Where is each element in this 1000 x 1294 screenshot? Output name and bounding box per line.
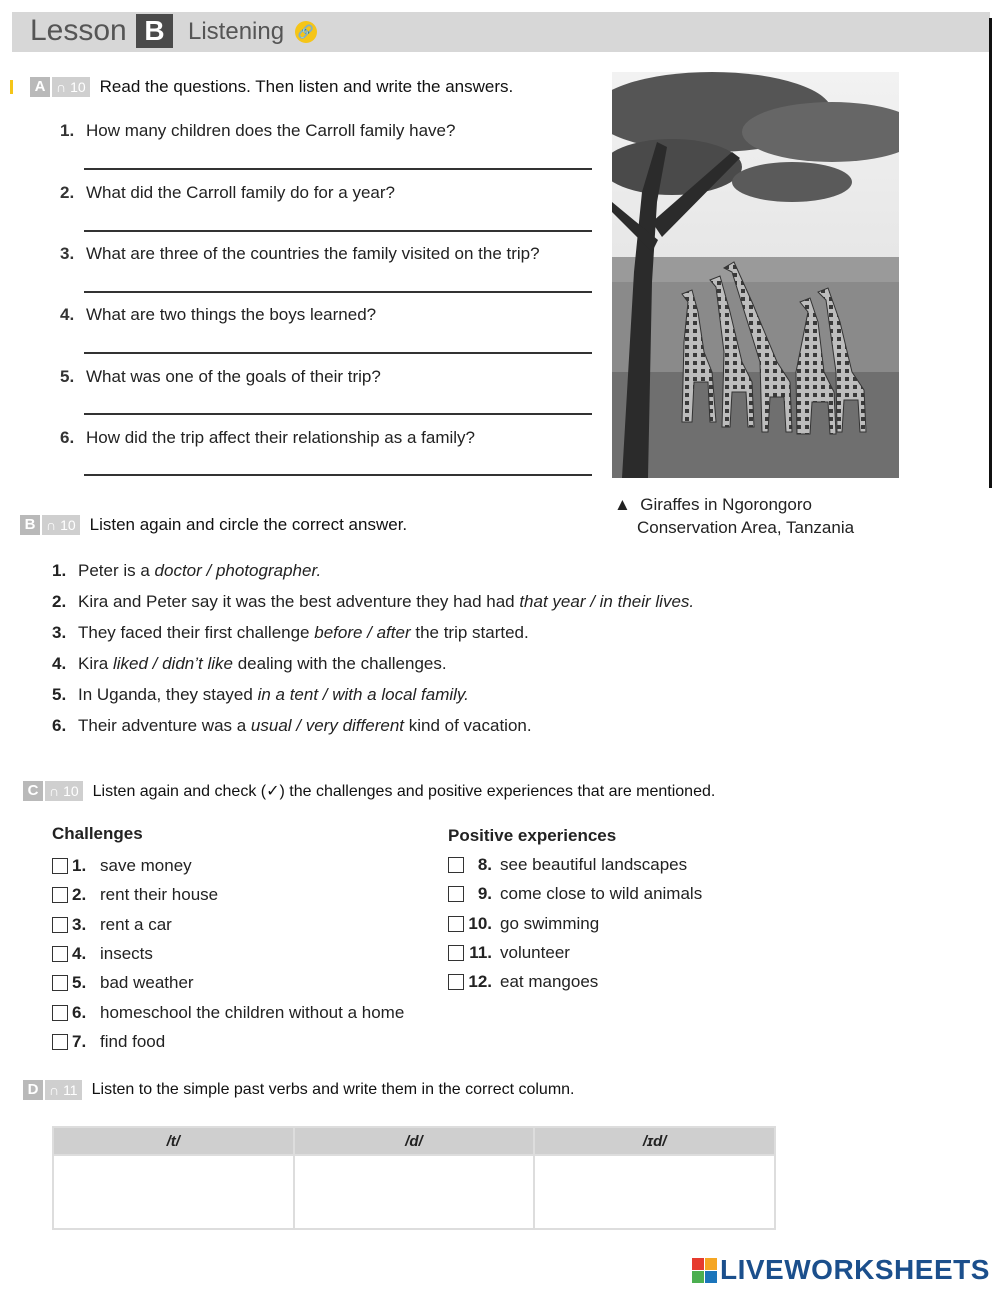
liveworksheets-logo bbox=[692, 1254, 990, 1286]
section-c-instruction: Listen again and check (✓) the challenges and positive experiences that are mentioned. bbox=[92, 783, 716, 800]
positive-item[interactable] bbox=[448, 943, 570, 963]
answer-options[interactable]: doctor / photographer. bbox=[154, 561, 322, 580]
item-number: 2. bbox=[52, 592, 67, 611]
answer-cell-d[interactable] bbox=[294, 1155, 535, 1229]
positive-heading: Positive experiences bbox=[448, 826, 617, 845]
section-d-heading bbox=[23, 1080, 575, 1100]
item-text: They faced their first challenge bbox=[78, 623, 315, 642]
caption-line-1: Giraffes in Ngorongoro bbox=[640, 495, 812, 514]
checkbox[interactable] bbox=[448, 974, 464, 990]
logo-icon bbox=[692, 1258, 717, 1283]
link-icon[interactable]: 🔗 bbox=[295, 21, 317, 43]
answer-options[interactable]: in a tent / with a local family. bbox=[257, 685, 469, 704]
challenge-item[interactable] bbox=[52, 944, 153, 964]
checkbox[interactable] bbox=[52, 1005, 68, 1021]
question-6 bbox=[60, 428, 475, 448]
challenges-heading: Challenges bbox=[52, 824, 143, 843]
item-text: volunteer bbox=[500, 943, 570, 962]
item-text: find food bbox=[100, 1032, 166, 1051]
item-number: 5. bbox=[52, 685, 67, 704]
item-text: Kira and Peter say it was the best adventure they had had bbox=[78, 592, 520, 611]
item-number: 7. bbox=[72, 1032, 87, 1051]
headphones-icon: ∩ bbox=[46, 517, 57, 533]
item-text: In Uganda, they stayed bbox=[78, 685, 258, 704]
b-item-6 bbox=[52, 716, 532, 736]
checkbox[interactable] bbox=[52, 946, 68, 962]
item-number: 6. bbox=[72, 1003, 87, 1022]
section-b-instruction: Listen again and circle the correct answer. bbox=[89, 515, 408, 534]
page-edge-bar bbox=[989, 18, 992, 488]
item-text: Their adventure was a bbox=[78, 716, 251, 735]
item-number: 3. bbox=[72, 915, 87, 934]
answer-cell-t[interactable] bbox=[53, 1155, 294, 1229]
section-d-instruction: Listen to the simple past verbs and write them in the correct column. bbox=[91, 1081, 575, 1098]
logo-square bbox=[692, 1258, 704, 1270]
section-a-track bbox=[52, 77, 90, 97]
answer-line-1[interactable] bbox=[84, 168, 592, 170]
answer-line-6[interactable] bbox=[84, 474, 592, 476]
logo-square bbox=[705, 1271, 717, 1283]
b-item-1 bbox=[52, 561, 321, 581]
column-id: /ɪd/ bbox=[534, 1127, 775, 1155]
question-text: What are three of the countries the family visited on the trip? bbox=[86, 244, 540, 263]
question-text: What did the Carroll family do for a year? bbox=[86, 183, 395, 202]
section-c-letter: C bbox=[23, 781, 43, 801]
item-number: 1. bbox=[72, 856, 87, 875]
logo-square bbox=[692, 1271, 704, 1283]
checkbox[interactable] bbox=[52, 975, 68, 991]
question-number: 2. bbox=[60, 183, 75, 202]
challenge-item[interactable] bbox=[52, 915, 172, 935]
question-1 bbox=[60, 121, 455, 141]
section-d-letter: D bbox=[23, 1080, 43, 1100]
section-c-tag bbox=[23, 781, 83, 801]
question-4 bbox=[60, 305, 376, 325]
item-text: rent a car bbox=[100, 915, 172, 934]
table-row bbox=[53, 1155, 775, 1229]
b-item-5 bbox=[52, 685, 469, 705]
item-text: go swimming bbox=[500, 914, 600, 933]
item-text-end: the trip started. bbox=[410, 623, 529, 642]
question-number: 6. bbox=[60, 428, 75, 447]
answer-line-5[interactable] bbox=[84, 413, 592, 415]
item-number: 8. bbox=[477, 855, 492, 874]
answer-cell-id[interactable] bbox=[534, 1155, 775, 1229]
headphones-icon: ∩ bbox=[56, 79, 67, 95]
lesson-header bbox=[12, 12, 990, 52]
question-number: 5. bbox=[60, 367, 75, 386]
answer-options[interactable]: liked / didn’t like bbox=[112, 654, 233, 673]
item-number: 5. bbox=[72, 973, 87, 992]
item-text: rent their house bbox=[100, 885, 219, 904]
question-5 bbox=[60, 367, 381, 387]
b-item-2 bbox=[52, 592, 694, 612]
answer-options[interactable]: before / after bbox=[314, 623, 411, 642]
item-number: 12. bbox=[468, 972, 492, 991]
item-text: see beautiful landscapes bbox=[500, 855, 688, 874]
b-item-3 bbox=[52, 623, 529, 643]
section-c-heading bbox=[23, 781, 715, 801]
challenge-item[interactable] bbox=[52, 1032, 165, 1052]
item-number: 3. bbox=[52, 623, 67, 642]
item-number: 10. bbox=[468, 914, 492, 933]
section-b-track bbox=[42, 515, 80, 535]
positive-item[interactable] bbox=[448, 855, 687, 875]
item-text: save money bbox=[100, 856, 192, 875]
question-text: How did the trip affect their relationship as a family? bbox=[86, 428, 475, 447]
item-number: 4. bbox=[52, 654, 67, 673]
section-d-tag bbox=[23, 1080, 82, 1100]
lesson-letter: B bbox=[136, 14, 173, 48]
item-text: Peter is a bbox=[78, 561, 155, 580]
section-a-tag bbox=[30, 77, 90, 97]
table-header-row bbox=[53, 1127, 775, 1155]
challenge-item[interactable] bbox=[52, 856, 192, 876]
challenge-item[interactable] bbox=[52, 973, 194, 993]
question-text: How many children does the Carroll family have? bbox=[86, 121, 456, 140]
item-number: 4. bbox=[72, 944, 87, 963]
section-b-letter: B bbox=[20, 515, 40, 535]
checkbox[interactable] bbox=[52, 1034, 68, 1050]
item-number: 11. bbox=[469, 943, 492, 962]
answer-line-4[interactable] bbox=[84, 352, 592, 354]
item-text: insects bbox=[100, 944, 153, 963]
item-text-end: kind of vacation. bbox=[404, 716, 532, 735]
section-a-track-number: 10 bbox=[70, 79, 86, 95]
answer-options[interactable]: usual / very different bbox=[250, 716, 404, 735]
item-number: 2. bbox=[72, 885, 87, 904]
headphones-icon: ∩ bbox=[49, 1082, 60, 1098]
lesson-title: Listening bbox=[188, 18, 285, 45]
challenge-item[interactable] bbox=[52, 885, 218, 905]
item-text: come close to wild animals bbox=[500, 884, 703, 903]
section-a-instruction: Read the questions. Then listen and write the answers. bbox=[99, 77, 514, 96]
item-text-end: dealing with the challenges. bbox=[232, 654, 447, 673]
checkbox[interactable] bbox=[52, 858, 68, 874]
item-number: 6. bbox=[52, 716, 67, 735]
lesson-label: Lesson bbox=[30, 14, 127, 47]
question-2 bbox=[60, 183, 395, 203]
checkbox[interactable] bbox=[448, 857, 464, 873]
column-d: /d/ bbox=[294, 1127, 535, 1155]
caption-line-2: Conservation Area, Tanzania bbox=[637, 518, 855, 537]
challenge-item[interactable] bbox=[52, 1003, 404, 1023]
checkbox[interactable] bbox=[448, 916, 464, 932]
sound-columns-table bbox=[52, 1126, 776, 1230]
photo-caption bbox=[614, 493, 854, 539]
section-a-heading bbox=[30, 77, 513, 97]
positive-item[interactable] bbox=[448, 914, 599, 934]
item-text: eat mangoes bbox=[500, 972, 599, 991]
section-b-heading bbox=[20, 515, 407, 535]
question-text: What are two things the boys learned? bbox=[86, 305, 377, 324]
item-text: homeschool the children without a home bbox=[100, 1003, 405, 1022]
checkbox[interactable] bbox=[448, 945, 464, 961]
section-b-tag bbox=[20, 515, 80, 535]
item-number: 1. bbox=[52, 561, 67, 580]
answer-line-3[interactable] bbox=[84, 291, 592, 293]
checkbox[interactable] bbox=[52, 887, 68, 903]
headphones-icon: ∩ bbox=[49, 783, 60, 799]
section-c-track-number: 10 bbox=[63, 783, 79, 799]
question-number: 1. bbox=[60, 121, 75, 140]
b-item-4 bbox=[52, 654, 447, 674]
question-3 bbox=[60, 244, 540, 264]
section-c-track bbox=[45, 781, 83, 801]
question-number: 3. bbox=[60, 244, 75, 263]
question-number: 4. bbox=[60, 305, 75, 324]
logo-text: LIVEWORKSHEETS bbox=[720, 1254, 990, 1285]
column-t: /t/ bbox=[53, 1127, 294, 1155]
item-number: 9. bbox=[477, 884, 492, 903]
checkbox[interactable] bbox=[52, 917, 68, 933]
giraffes-photo bbox=[612, 72, 899, 478]
section-d-track-number: 11 bbox=[63, 1082, 78, 1098]
margin-marker bbox=[10, 80, 13, 94]
answer-line-2[interactable] bbox=[84, 230, 592, 232]
positive-item[interactable] bbox=[448, 972, 598, 992]
positive-item[interactable] bbox=[448, 884, 702, 904]
item-text: Kira bbox=[78, 654, 113, 673]
section-b-track-number: 10 bbox=[60, 517, 76, 533]
question-text: What was one of the goals of their trip? bbox=[86, 367, 381, 386]
section-a-letter: A bbox=[30, 77, 50, 97]
logo-square bbox=[705, 1258, 717, 1270]
item-text: bad weather bbox=[100, 973, 194, 992]
triangle-icon: ▲ bbox=[614, 495, 631, 514]
checkbox[interactable] bbox=[448, 886, 464, 902]
section-d-track bbox=[45, 1080, 82, 1100]
answer-options[interactable]: that year / in their lives. bbox=[519, 592, 695, 611]
